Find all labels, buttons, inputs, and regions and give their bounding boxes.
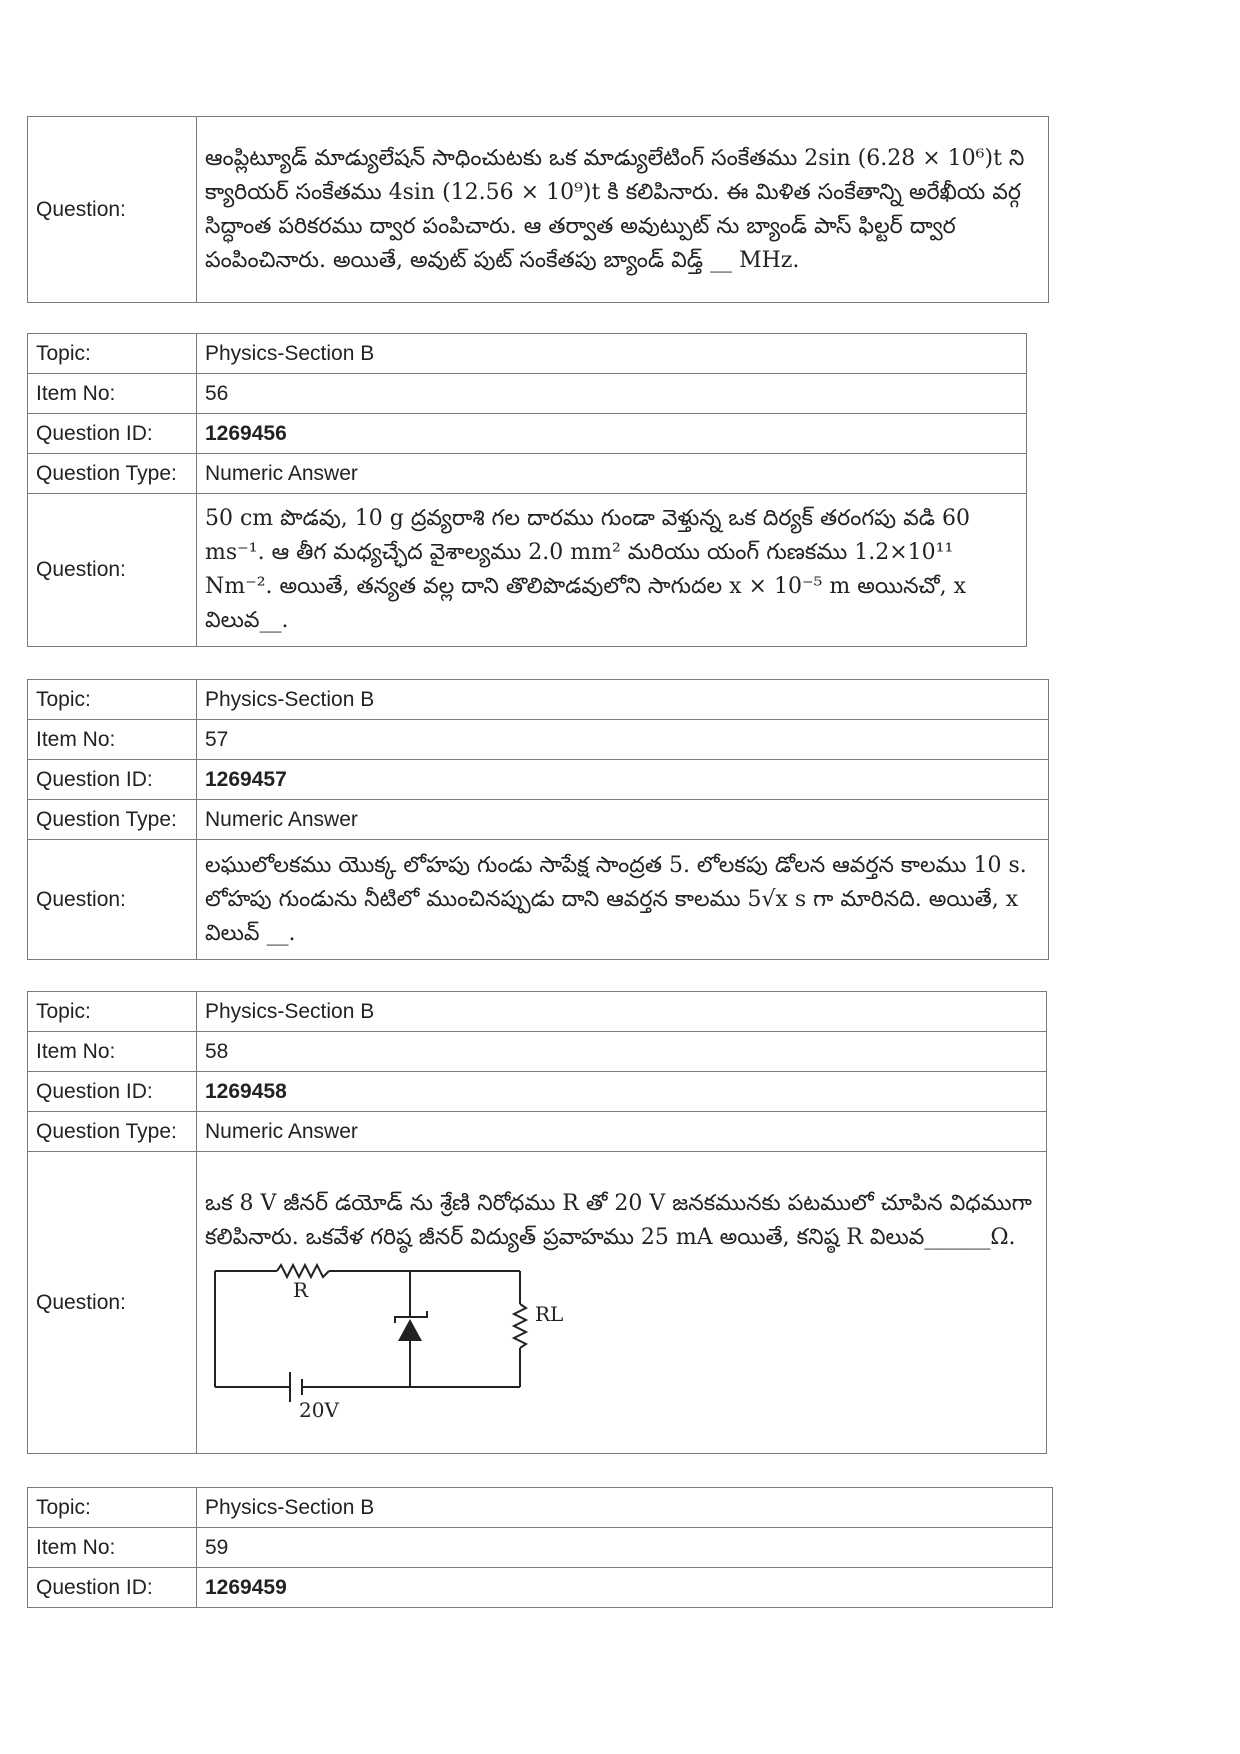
question-text: లఘులోలకము యొక్క లోహపు గుండు సాపేక్ష సాంద్రత 5. లోలకపు డోలన ఆవర్తన కాలము 10 s. లోహపు గుండును నీటిలో ముంచినప్పుడు దాని ఆవర్తన కాలము 5√x s గా మారినది. అయితే, x విలువ్ __.	[197, 840, 1049, 960]
question-table-57	[27, 679, 1049, 960]
item-no-value: 58	[197, 1032, 1047, 1072]
question-id-label: Question ID:	[28, 1568, 197, 1608]
item-no-label: Item No:	[28, 1032, 197, 1072]
item-no-label: Item No:	[28, 374, 197, 414]
question-type-label: Question Type:	[28, 454, 197, 494]
question-type-value: Numeric Answer	[197, 1112, 1047, 1152]
question-table-59	[27, 1487, 1053, 1608]
question-table-56	[27, 333, 1027, 647]
question-type-label: Question Type:	[28, 800, 197, 840]
topic-value: Physics-Section B	[197, 334, 1027, 374]
question-text: ఆంప్లిట్యూడ్ మాడ్యులేషన్ సాధించుటకు ఒక మాడ్యులేటింగ్ సంకేతము 2sin (6.28 × 10⁶)t ని క్యారియర్ సంకేతము 4sin (12.56 × 10⁹)t కి కలిపినారు. ఈ మిళిత సంకేతాన్ని అరేఖీయ వర్గ సిద్ధాంత పరికరము ద్వార పంపిచారు. ఆ తర్వాత అవుట్పుట్ ను బ్యాండ్ పాస్ ఫిల్టర్ ద్వార పంపించినారు. అయితే, అవుట్ పుట్ సంకేతపు బ్యాండ్ విడ్త్ __ MHz.	[197, 117, 1049, 303]
resistor-r-symbol	[277, 1265, 329, 1277]
item-no-value: 56	[197, 374, 1027, 414]
question-cell	[197, 1152, 1047, 1454]
question-id-value: 1269457	[205, 767, 287, 791]
item-no-label: Item No:	[28, 720, 197, 760]
topic-label: Topic:	[28, 992, 197, 1032]
zener-circuit-diagram	[205, 1259, 585, 1419]
zener-diode-icon	[398, 1319, 422, 1341]
question-type-value: Numeric Answer	[197, 454, 1027, 494]
question-label: Question:	[28, 840, 197, 960]
topic-value: Physics-Section B	[197, 992, 1047, 1032]
topic-label: Topic:	[28, 1488, 197, 1528]
question-type-label: Question Type:	[28, 1112, 197, 1152]
question-text: 50 cm పొడవు, 10 g ద్రవ్యరాశి గల దారము గుండా వెళ్తున్న ఒక దిర్యక్ తరంగపు వడి 60 ms⁻¹. ఆ తీగ మధ్యచ్ఛేద వైశాల్యము 2.0 mm² మరియు యంగ్ గుణకము 1.2×10¹¹ Nm⁻². అయితే, తన్యత వల్ల దాని తొలిపొడవులోని సాగుదల x × 10⁻⁵ m అయినచో, x విలువ__.	[197, 494, 1027, 647]
question-type-value: Numeric Answer	[197, 800, 1049, 840]
item-no-label: Item No:	[28, 1528, 197, 1568]
question-id-value: 1269456	[205, 421, 287, 445]
question-id-label: Question ID:	[28, 414, 197, 454]
question-id-label: Question ID:	[28, 760, 197, 800]
topic-label: Topic:	[28, 680, 197, 720]
load-resistor-symbol	[514, 1304, 526, 1348]
item-no-value: 57	[197, 720, 1049, 760]
topic-value: Physics-Section B	[197, 1488, 1053, 1528]
question-table-55	[27, 116, 1049, 303]
question-label: Question:	[28, 117, 197, 303]
topic-value: Physics-Section B	[197, 680, 1049, 720]
question-label: Question:	[28, 1152, 197, 1454]
load-resistor-label: RL	[535, 1301, 564, 1326]
question-id-label: Question ID:	[28, 1072, 197, 1112]
resistor-label: R	[293, 1277, 309, 1302]
source-label: 20V	[299, 1397, 339, 1419]
question-id-value: 1269459	[205, 1575, 287, 1599]
question-label: Question:	[28, 494, 197, 647]
question-table-58	[27, 991, 1047, 1454]
topic-label: Topic:	[28, 334, 197, 374]
item-no-value: 59	[197, 1528, 1053, 1568]
question-text: ఒక 8 V జీనర్ డయోడ్ ను శ్రేణి నిరోధము R తో 20 V జనకమునకు పటములో చూపిన విధముగా కలిపినారు. ఒకవేళ గరిష్ఠ జీనర్ విద్యుత్ ప్రవాహము 25 mA అయితే, కనిష్ఠ R విలువ______Ω.	[205, 1190, 1032, 1250]
question-id-value: 1269458	[205, 1079, 287, 1103]
